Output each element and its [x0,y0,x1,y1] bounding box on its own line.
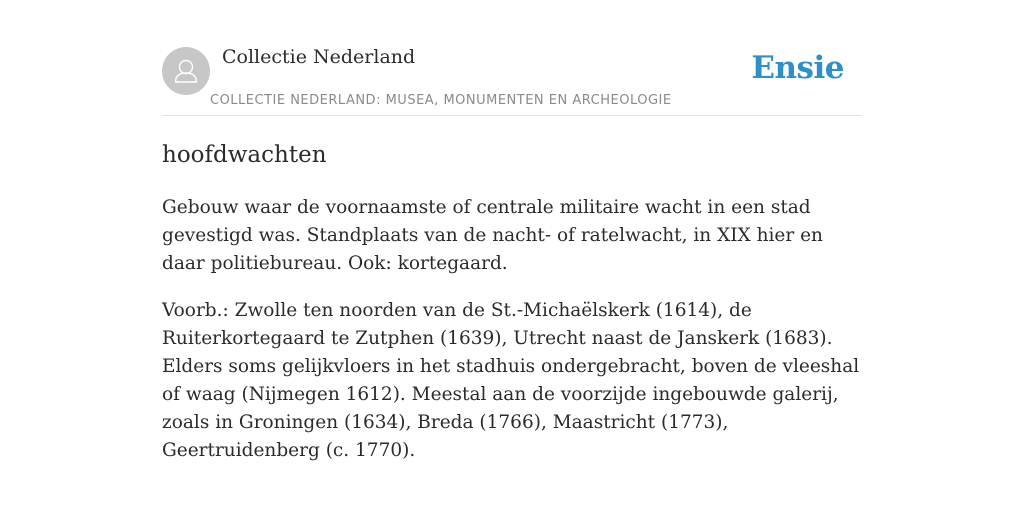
example-paragraph: Voorb.: Zwolle ten noorden van de St.-Michaëlskerk (1614), de Ruiterkortegaard te Zutphen (1639), Utrecht naast de Janskerk (1683). Elders soms gelijkvloers in het stadhuis ondergebracht, boven de vleeshal of waag (Nijmegen 1612). Meestal aan de voorzijde ingebouwde galerij, zoals in Groningen (1634), Breda (1766), Maastricht (1773), Geertruidenberg (c. 1770). [162,300,860,461]
definition-paragraph: Gebouw waar de voornaamste of centrale militaire wacht in een stad gevestigd was. Standplaats van de nacht- of ratelwacht, in XIX hier en daar politiebureau. Ook: kortegaard. [162,197,823,274]
brand-logo[interactable]: Ensie [751,50,844,86]
user-placeholder-icon [162,47,210,95]
author-name[interactable]: Collectie Nederland [222,46,416,68]
author-avatar[interactable] [162,47,210,95]
definition-card [162,46,862,465]
card-header [162,46,862,116]
source-label[interactable]: COLLECTIE NEDERLAND: MUSEA, MONUMENTEN EN ARCHEOLOGIE [210,93,672,108]
term-title: hoofdwachten [162,142,327,168]
